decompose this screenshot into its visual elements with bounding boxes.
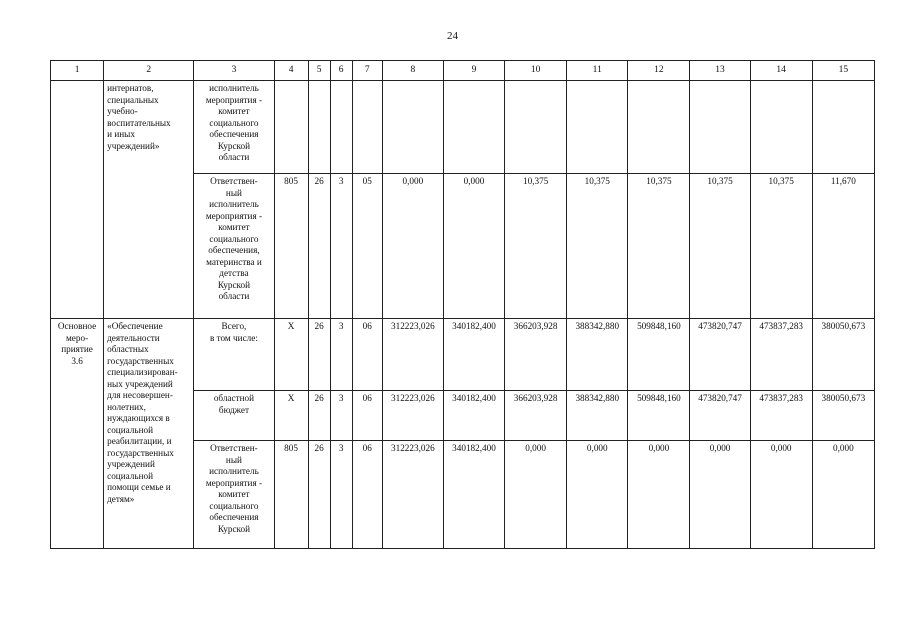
table-cell: 0,000 bbox=[750, 441, 812, 549]
table-cell: 380050,673 bbox=[812, 391, 874, 441]
table-cell: 10,375 bbox=[505, 174, 567, 319]
table-cell: 0,000 bbox=[690, 441, 750, 549]
table-cell: 509848,160 bbox=[628, 391, 690, 441]
table-cell: 06 bbox=[352, 441, 382, 549]
header-cell: 3 bbox=[194, 61, 274, 81]
table-cell: 26 bbox=[308, 174, 330, 319]
table-cell: 805 bbox=[274, 441, 308, 549]
table-cell: 388342,880 bbox=[567, 391, 628, 441]
header-cell: 6 bbox=[330, 61, 352, 81]
table-cell: 473837,283 bbox=[750, 391, 812, 441]
table-cell: 0,000 bbox=[812, 441, 874, 549]
table-cell: X bbox=[274, 319, 308, 391]
table-cell: 10,375 bbox=[628, 174, 690, 319]
table-cell: 26 bbox=[308, 441, 330, 549]
table-cell: 11,670 bbox=[812, 174, 874, 319]
table-cell bbox=[750, 81, 812, 174]
table-cell: 06 bbox=[352, 391, 382, 441]
table-cell: 380050,673 bbox=[812, 319, 874, 391]
table-cell: 3 bbox=[330, 441, 352, 549]
table-row bbox=[51, 319, 875, 391]
table-cell: 473820,747 bbox=[690, 319, 750, 391]
page-number: 24 bbox=[447, 30, 458, 42]
table-cell: 366203,928 bbox=[505, 391, 567, 441]
header-cell: 5 bbox=[308, 61, 330, 81]
event-description-cell: «Обеспечение деятельности областных государственных специализирован- ных учреждений для несовершен- нолетних, нуждающихся в социальной реабилитации, и государственных учреждений социальной помощи семье и детям» bbox=[104, 319, 194, 549]
event-description-cell: интернатов, специальных учебно- воспитательных и иных учреждений» bbox=[104, 81, 194, 319]
table-cell: 805 bbox=[274, 174, 308, 319]
header-cell: 14 bbox=[750, 61, 812, 81]
executor-cell: Всего, в том числе: bbox=[194, 319, 274, 391]
table-cell: 0,000 bbox=[443, 174, 504, 319]
executor-cell: Ответствен- ный исполнитель мероприятия - комитет социального обеспечения, материнства и детства Курской области bbox=[194, 174, 274, 319]
table-cell: 0,000 bbox=[505, 441, 567, 549]
header-cell: 11 bbox=[567, 61, 628, 81]
event-number-cell: Основное меро- приятие 3.6 bbox=[51, 319, 104, 549]
table-cell: 05 bbox=[352, 174, 382, 319]
table-cell: 473837,283 bbox=[750, 319, 812, 391]
table-cell bbox=[812, 81, 874, 174]
header-cell: 12 bbox=[628, 61, 690, 81]
table-cell bbox=[505, 81, 567, 174]
table-cell bbox=[628, 81, 690, 174]
table-cell: 366203,928 bbox=[505, 319, 567, 391]
table-cell: 340182,400 bbox=[443, 319, 504, 391]
table-cell bbox=[382, 81, 443, 174]
header-row bbox=[51, 61, 875, 81]
table-cell: 388342,880 bbox=[567, 319, 628, 391]
header-cell: 10 bbox=[505, 61, 567, 81]
table-cell: 340182,400 bbox=[443, 391, 504, 441]
budget-table bbox=[50, 60, 875, 549]
table-cell: 06 bbox=[352, 319, 382, 391]
table-cell: 26 bbox=[308, 391, 330, 441]
table-cell: 10,375 bbox=[690, 174, 750, 319]
table-cell bbox=[51, 81, 104, 319]
table-cell bbox=[308, 81, 330, 174]
header-cell: 8 bbox=[382, 61, 443, 81]
table-cell: 10,375 bbox=[567, 174, 628, 319]
header-cell: 1 bbox=[51, 61, 104, 81]
table-cell: 0,000 bbox=[628, 441, 690, 549]
table-cell: X bbox=[274, 391, 308, 441]
table-cell bbox=[352, 81, 382, 174]
header-cell: 7 bbox=[352, 61, 382, 81]
executor-cell: Ответствен- ный исполнитель мероприятия - комитет социального обеспечения Курской bbox=[194, 441, 274, 549]
table-cell bbox=[690, 81, 750, 174]
header-cell: 2 bbox=[104, 61, 194, 81]
table-cell: 0,000 bbox=[567, 441, 628, 549]
table-cell: 312223,026 bbox=[382, 319, 443, 391]
header-cell: 4 bbox=[274, 61, 308, 81]
table-cell: 10,375 bbox=[750, 174, 812, 319]
table-cell: 3 bbox=[330, 319, 352, 391]
header-cell: 9 bbox=[443, 61, 504, 81]
table-cell: 509848,160 bbox=[628, 319, 690, 391]
table-cell: 3 bbox=[330, 174, 352, 319]
table-cell bbox=[567, 81, 628, 174]
header-cell: 15 bbox=[812, 61, 874, 81]
table-cell bbox=[274, 81, 308, 174]
header-cell: 13 bbox=[690, 61, 750, 81]
executor-cell: исполнитель мероприятия - комитет социального обеспечения Курской области bbox=[194, 81, 274, 174]
table-cell: 26 bbox=[308, 319, 330, 391]
executor-cell: областной бюджет bbox=[194, 391, 274, 441]
table-cell: 312223,026 bbox=[382, 391, 443, 441]
table-row bbox=[51, 81, 875, 174]
table-cell bbox=[443, 81, 504, 174]
table-cell: 473820,747 bbox=[690, 391, 750, 441]
table-cell: 340182,400 bbox=[443, 441, 504, 549]
table-cell: 3 bbox=[330, 391, 352, 441]
table-cell: 312223,026 bbox=[382, 441, 443, 549]
table-cell: 0,000 bbox=[382, 174, 443, 319]
table-cell bbox=[330, 81, 352, 174]
